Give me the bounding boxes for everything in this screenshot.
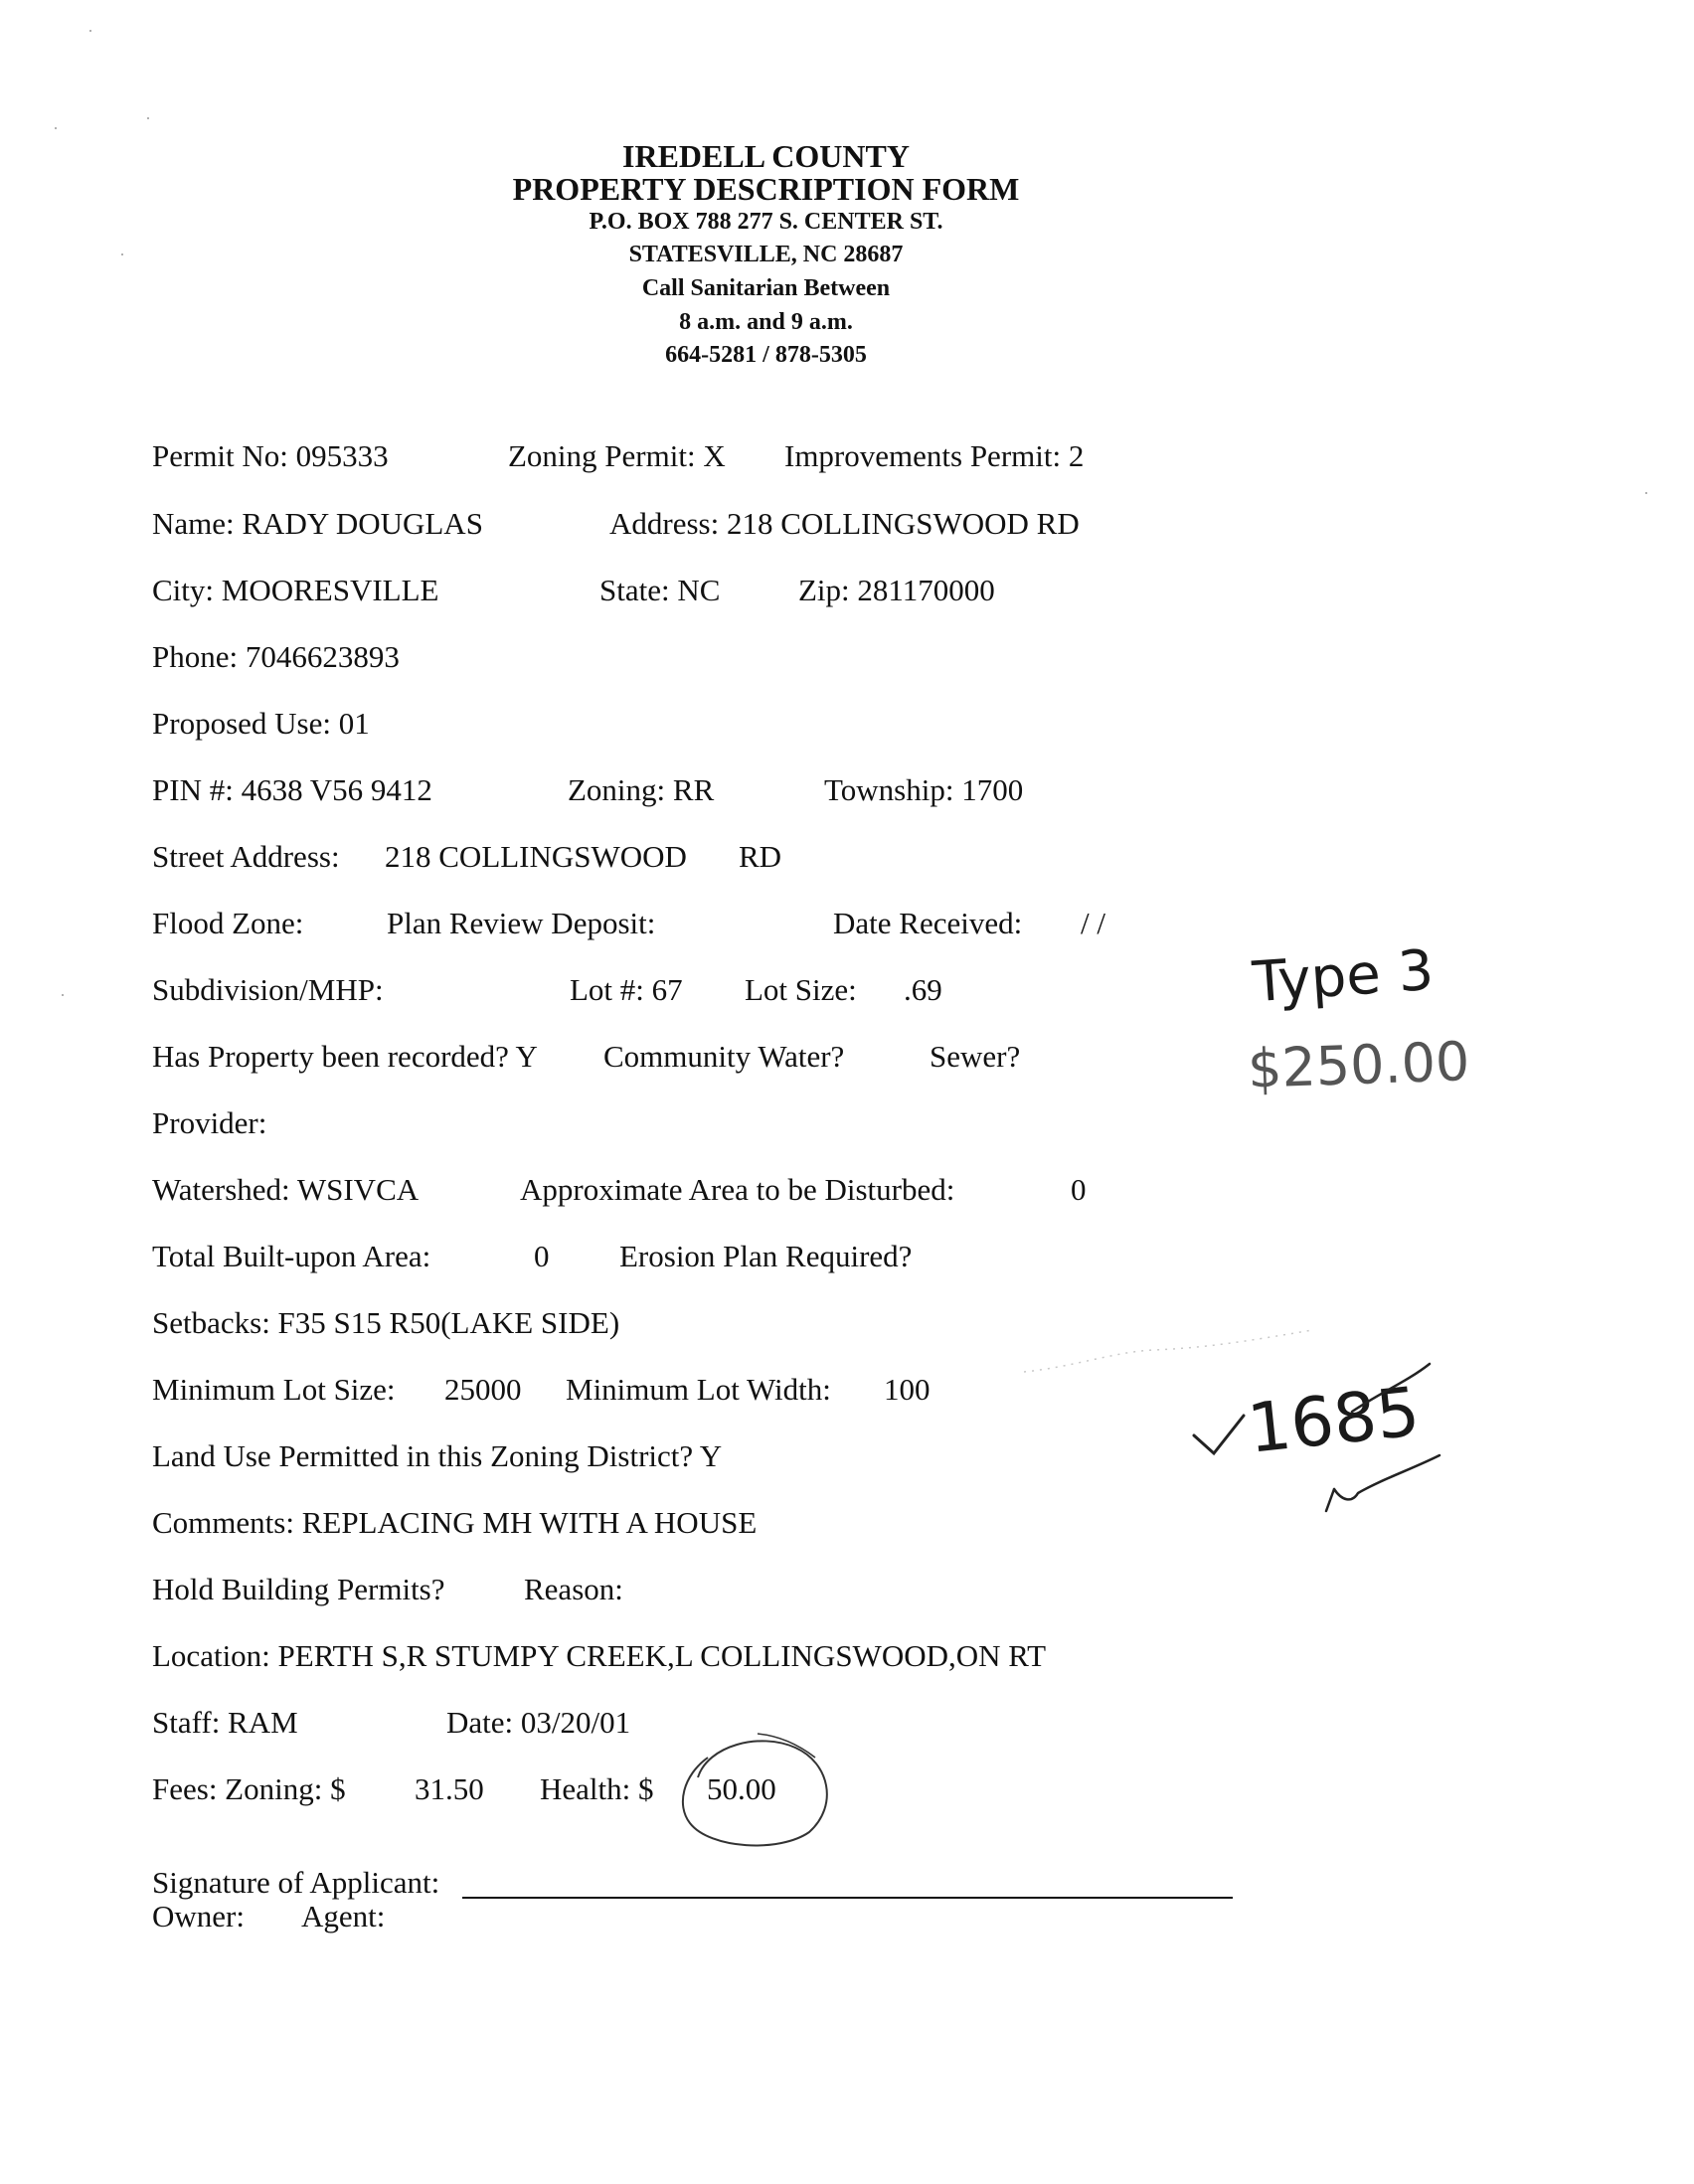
community-water: Community Water? bbox=[603, 1039, 845, 1074]
scan-speck bbox=[62, 994, 64, 996]
fees-zoning-label: Fees: Zoning: $ bbox=[152, 1771, 346, 1806]
land-use-permitted: Land Use Permitted in this Zoning District? Y bbox=[152, 1438, 723, 1473]
zip: Zip: 281170000 bbox=[798, 573, 995, 607]
office-city: STATESVILLE, NC 28687 bbox=[628, 242, 904, 267]
street-address-value: 218 COLLINGSWOOD bbox=[385, 839, 687, 874]
street-address-suffix: RD bbox=[739, 839, 782, 874]
circled-health-fee-mark bbox=[668, 1718, 847, 1857]
scan-speck bbox=[1645, 492, 1647, 494]
reason: Reason: bbox=[524, 1572, 623, 1606]
state: State: NC bbox=[599, 573, 721, 607]
owner-name: Name: RADY DOUGLAS bbox=[152, 506, 483, 541]
scan-speck bbox=[55, 127, 57, 129]
built-upon-value: 0 bbox=[534, 1239, 550, 1273]
flood-zone: Flood Zone: bbox=[152, 906, 304, 940]
location: Location: PERTH S,R STUMPY CREEK,L COLLINGSWOOD,ON RT bbox=[152, 1638, 1046, 1673]
zoning-permit: Zoning Permit: X bbox=[508, 438, 726, 473]
setbacks: Setbacks: F35 S15 R50(LAKE SIDE) bbox=[152, 1305, 620, 1340]
office-address: P.O. BOX 788 277 S. CENTER ST. bbox=[589, 209, 943, 235]
lot-size-label: Lot Size: bbox=[745, 972, 857, 1007]
lot-size-value: .69 bbox=[904, 972, 942, 1007]
signature-of-applicant: Signature of Applicant: bbox=[152, 1865, 440, 1900]
form-title: PROPERTY DESCRIPTION FORM bbox=[512, 171, 1020, 207]
scan-speck bbox=[147, 117, 149, 119]
street-address-label: Street Address: bbox=[152, 839, 340, 874]
improvements-permit: Improvements Permit: 2 bbox=[784, 438, 1085, 473]
owner-address: Address: 218 COLLINGSWOOD RD bbox=[609, 506, 1080, 541]
county-title: IREDELL COUNTY bbox=[622, 138, 910, 174]
agent-label: Agent: bbox=[301, 1899, 386, 1933]
hold-building-permits: Hold Building Permits? bbox=[152, 1572, 445, 1606]
fees-health-value: 50.00 bbox=[707, 1771, 776, 1806]
office-phones: 664-5281 / 878-5305 bbox=[665, 342, 867, 368]
subdivision: Subdivision/MHP: bbox=[152, 972, 384, 1007]
handwritten-amount-note: $250.00 bbox=[1246, 1030, 1471, 1100]
area-disturbed-value: 0 bbox=[1071, 1172, 1087, 1207]
lot-number: Lot #: 67 bbox=[570, 972, 683, 1007]
fees-zoning-value: 31.50 bbox=[415, 1771, 484, 1806]
phone: Phone: 7046623893 bbox=[152, 639, 400, 674]
plan-review-deposit: Plan Review Deposit: bbox=[387, 906, 656, 940]
pin-number: PIN #: 4638 V56 9412 bbox=[152, 772, 432, 807]
min-lot-size-value: 25000 bbox=[444, 1372, 522, 1407]
date: Date: 03/20/01 bbox=[446, 1705, 631, 1740]
staff: Staff: RAM bbox=[152, 1705, 298, 1740]
date-received: Date Received: bbox=[833, 906, 1023, 940]
min-lot-size-label: Minimum Lot Size: bbox=[152, 1372, 396, 1407]
handwritten-check-number: 1685 bbox=[1244, 1373, 1424, 1469]
date-received-value: / / bbox=[1081, 906, 1105, 940]
proposed-use: Proposed Use: 01 bbox=[152, 706, 370, 741]
erosion-plan: Erosion Plan Required? bbox=[619, 1239, 913, 1273]
fees-health-label: Health: $ bbox=[540, 1771, 654, 1806]
sewer: Sewer? bbox=[930, 1039, 1021, 1074]
permit-no: Permit No: 095333 bbox=[152, 438, 389, 473]
zoning: Zoning: RR bbox=[568, 772, 715, 807]
property-recorded: Has Property been recorded? Y bbox=[152, 1039, 538, 1074]
owner-label: Owner: bbox=[152, 1899, 245, 1933]
city: City: MOORESVILLE bbox=[152, 573, 439, 607]
area-disturbed-label: Approximate Area to be Disturbed: bbox=[520, 1172, 955, 1207]
min-lot-width-label: Minimum Lot Width: bbox=[566, 1372, 831, 1407]
signature-line bbox=[462, 1897, 1233, 1899]
handwritten-type-note: Type 3 bbox=[1250, 937, 1437, 1016]
comments: Comments: REPLACING MH WITH A HOUSE bbox=[152, 1505, 758, 1540]
scan-speck bbox=[89, 30, 91, 32]
min-lot-width-value: 100 bbox=[884, 1372, 931, 1407]
call-hours: 8 a.m. and 9 a.m. bbox=[679, 309, 853, 335]
built-upon-label: Total Built-upon Area: bbox=[152, 1239, 431, 1273]
scan-noise-mark bbox=[1014, 1312, 1332, 1382]
provider: Provider: bbox=[152, 1105, 267, 1140]
township: Township: 1700 bbox=[824, 772, 1024, 807]
call-sanitarian: Call Sanitarian Between bbox=[641, 275, 891, 301]
watershed: Watershed: WSIVCA bbox=[152, 1172, 420, 1207]
